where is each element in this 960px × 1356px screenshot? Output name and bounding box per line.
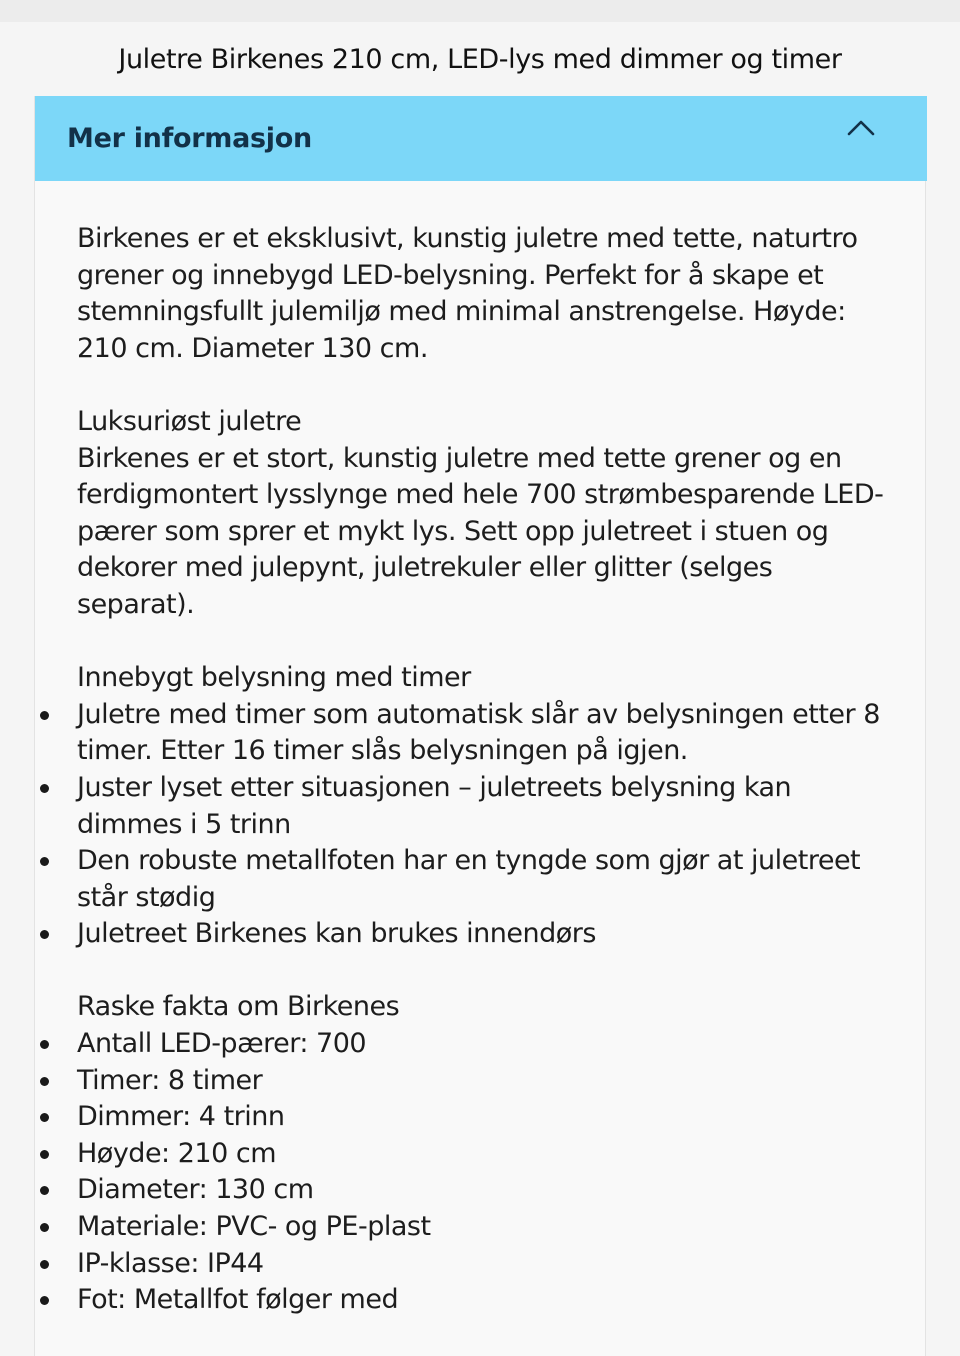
more-info-accordion [34, 96, 926, 1356]
section-heading: Innebygt belysning med timer [77, 662, 471, 694]
list-item: Antall LED-pærer: 700 [77, 1026, 887, 1063]
accordion-title: Mer informasjon [67, 123, 312, 154]
intro-paragraph: Birkenes er et eksklusivt, kunstig juletre med tette, naturtro grener og innebygd LED-belysning. Perfekt for å skape et stemningsfullt julemiljø med minimal anstrengelse. Høyde: 210 cm. Diameter 130 cm. [77, 223, 858, 364]
feature-list [77, 697, 887, 953]
facts-list [77, 1026, 887, 1319]
section-paragraph: Birkenes er et stort, kunstig juletre med tette grener og en ferdigmontert lysslynge med hele 700 strømbesparende LED-pærer som sprer et mykt lys. Sett opp juletreet i stuen og dekorer med julepynt, juletrekuler eller glitter (selges separat). [77, 442, 884, 620]
chevron-up-icon[interactable] [847, 118, 875, 138]
section-heading: Luksuriøst juletre [77, 405, 302, 437]
status-strip [0, 0, 960, 22]
list-item: Juletre med timer som automatisk slår av belysningen etter 8 timer. Etter 16 timer slås belysningen på igjen. [77, 697, 887, 770]
list-item: Høyde: 210 cm [77, 1136, 887, 1173]
list-item: IP-klasse: IP44 [77, 1246, 887, 1283]
section-heading: Raske fakta om Birkenes [77, 991, 400, 1023]
list-item: Timer: 8 timer [77, 1063, 887, 1100]
list-item: Materiale: PVC- og PE-plast [77, 1209, 887, 1246]
list-item: Juletreet Birkenes kan brukes innendørs [77, 916, 887, 953]
page-title: Juletre Birkenes 210 cm, LED-lys med dimmer og timer [118, 43, 842, 75]
list-item: Dimmer: 4 trinn [77, 1099, 887, 1136]
list-item: Juster lyset etter situasjonen – juletreets belysning kan dimmes i 5 trinn [77, 770, 887, 843]
accordion-header[interactable] [35, 96, 927, 181]
list-item: Den robuste metallfoten har en tyngde som gjør at juletreet står stødig [77, 843, 887, 916]
header-bar [0, 22, 960, 96]
list-item: Diameter: 130 cm [77, 1172, 887, 1209]
accordion-content [35, 181, 927, 1319]
list-item: Fot: Metallfot følger med [77, 1282, 887, 1319]
